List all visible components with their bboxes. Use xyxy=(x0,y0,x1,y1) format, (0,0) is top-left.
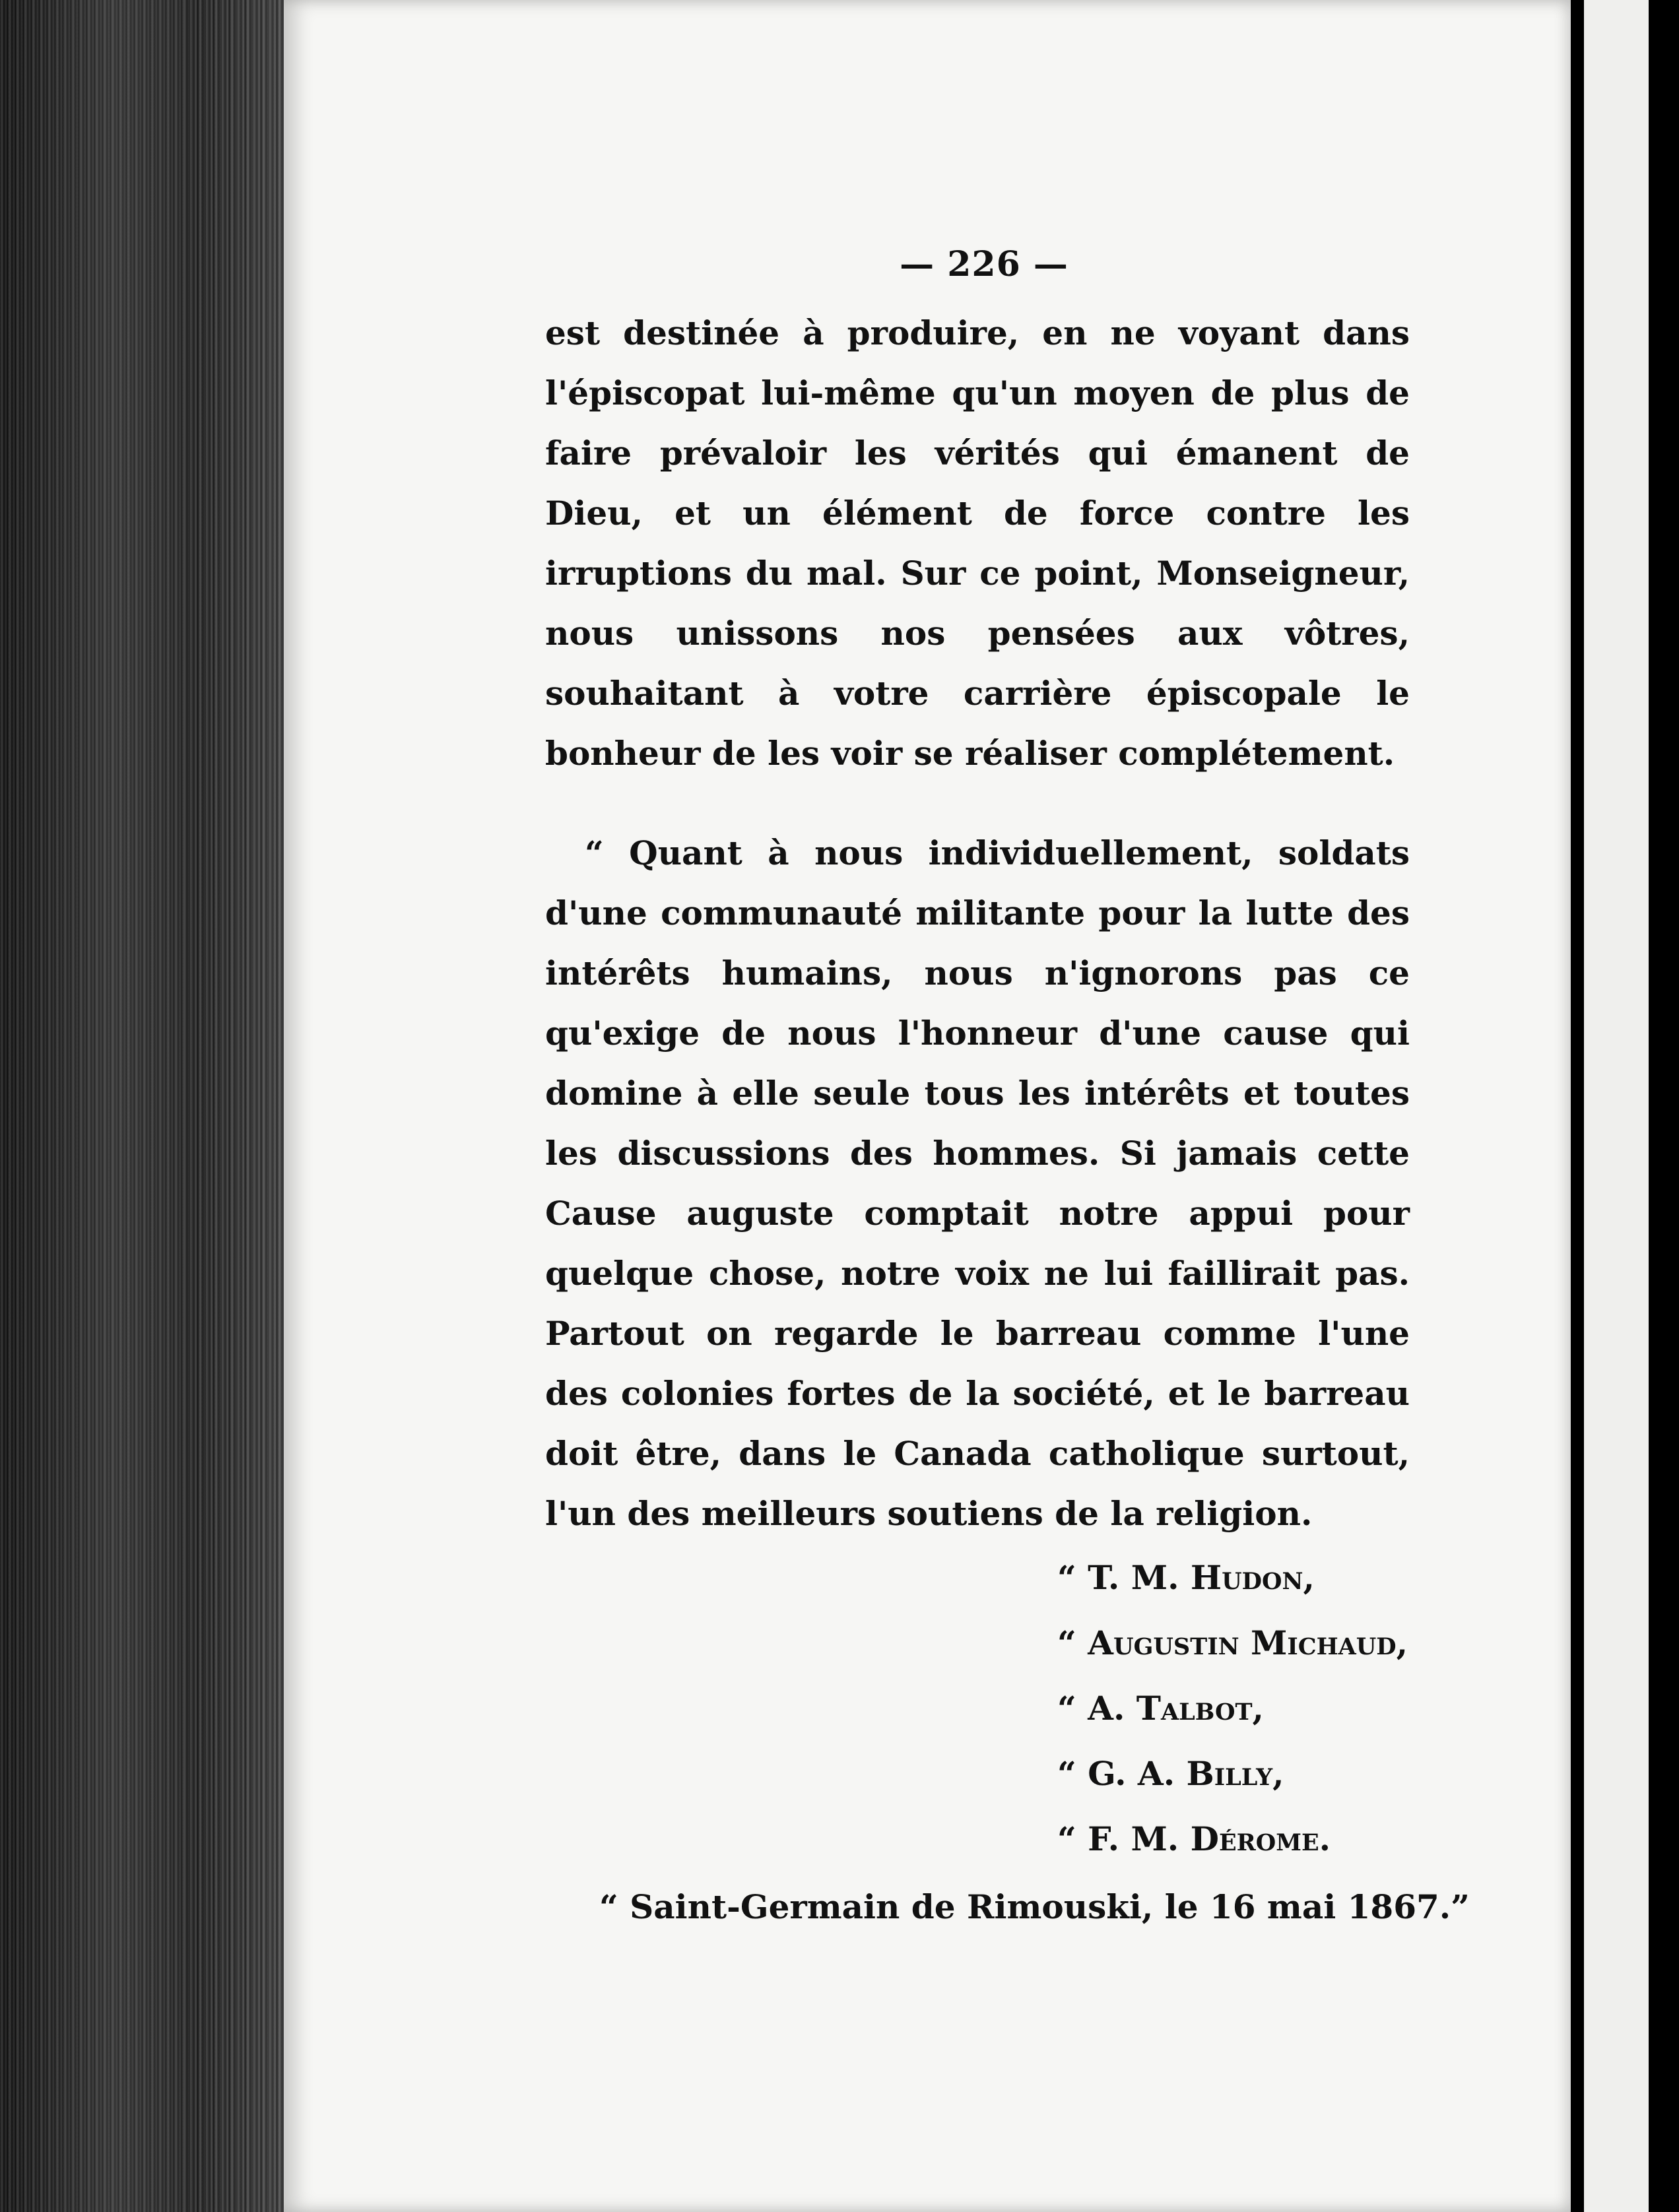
signature-talbot: “ A. Talbot, xyxy=(1057,1689,1264,1728)
closing-place-date: “ Saint-Germain de Rimouski, le 16 mai 1867.” xyxy=(599,1887,1470,1926)
scan-border xyxy=(1649,0,1679,2212)
paragraph-1: est destinée à produire, en ne voyant dans l'épiscopat lui-même qu'un moyen de plus de faire prévaloir les vérités qui émanent de Dieu, et un élément de force contre les irruptions du mal. Sur ce point, Monseigneur, nous unissons nos pensées aux vôtres, souhaitant à votre carrière épiscopale le bonheur de les voir se réaliser complétement. xyxy=(545,313,1410,773)
signature-hudon: “ T. M. Hudon, xyxy=(1057,1558,1315,1597)
signature-derome: “ F. M. Dérome. xyxy=(1057,1819,1331,1858)
paragraph-2: “ Quant à nous individuellement, soldats d'une communauté militante pour la lutte des intérêts humains, nous n'ignorons pas ce qu'exige de nous l'honneur d'une cause qui domine à elle seule tous les intérêts et toutes les discussions des hommes. Si jamais cette Cause auguste comptait notre appui pour quelque chose, notre voix ne lui faillirait pas. Partout on regarde le barreau comme l'une des colonies fortes de la société, et le barreau doit être, dans le Canada catholique surtout, l'un des meilleurs soutiens de la religion. xyxy=(545,833,1410,1533)
signature-michaud: “ Augustin Michaud, xyxy=(1057,1623,1408,1662)
page-text xyxy=(545,244,1470,1937)
signature-billy: “ G. A. Billy, xyxy=(1057,1754,1284,1793)
page-number: — 226 — xyxy=(900,244,1069,284)
book-binding-edge xyxy=(0,0,284,2212)
page-gutter xyxy=(1571,0,1584,2212)
signature-list xyxy=(545,1545,1410,1871)
